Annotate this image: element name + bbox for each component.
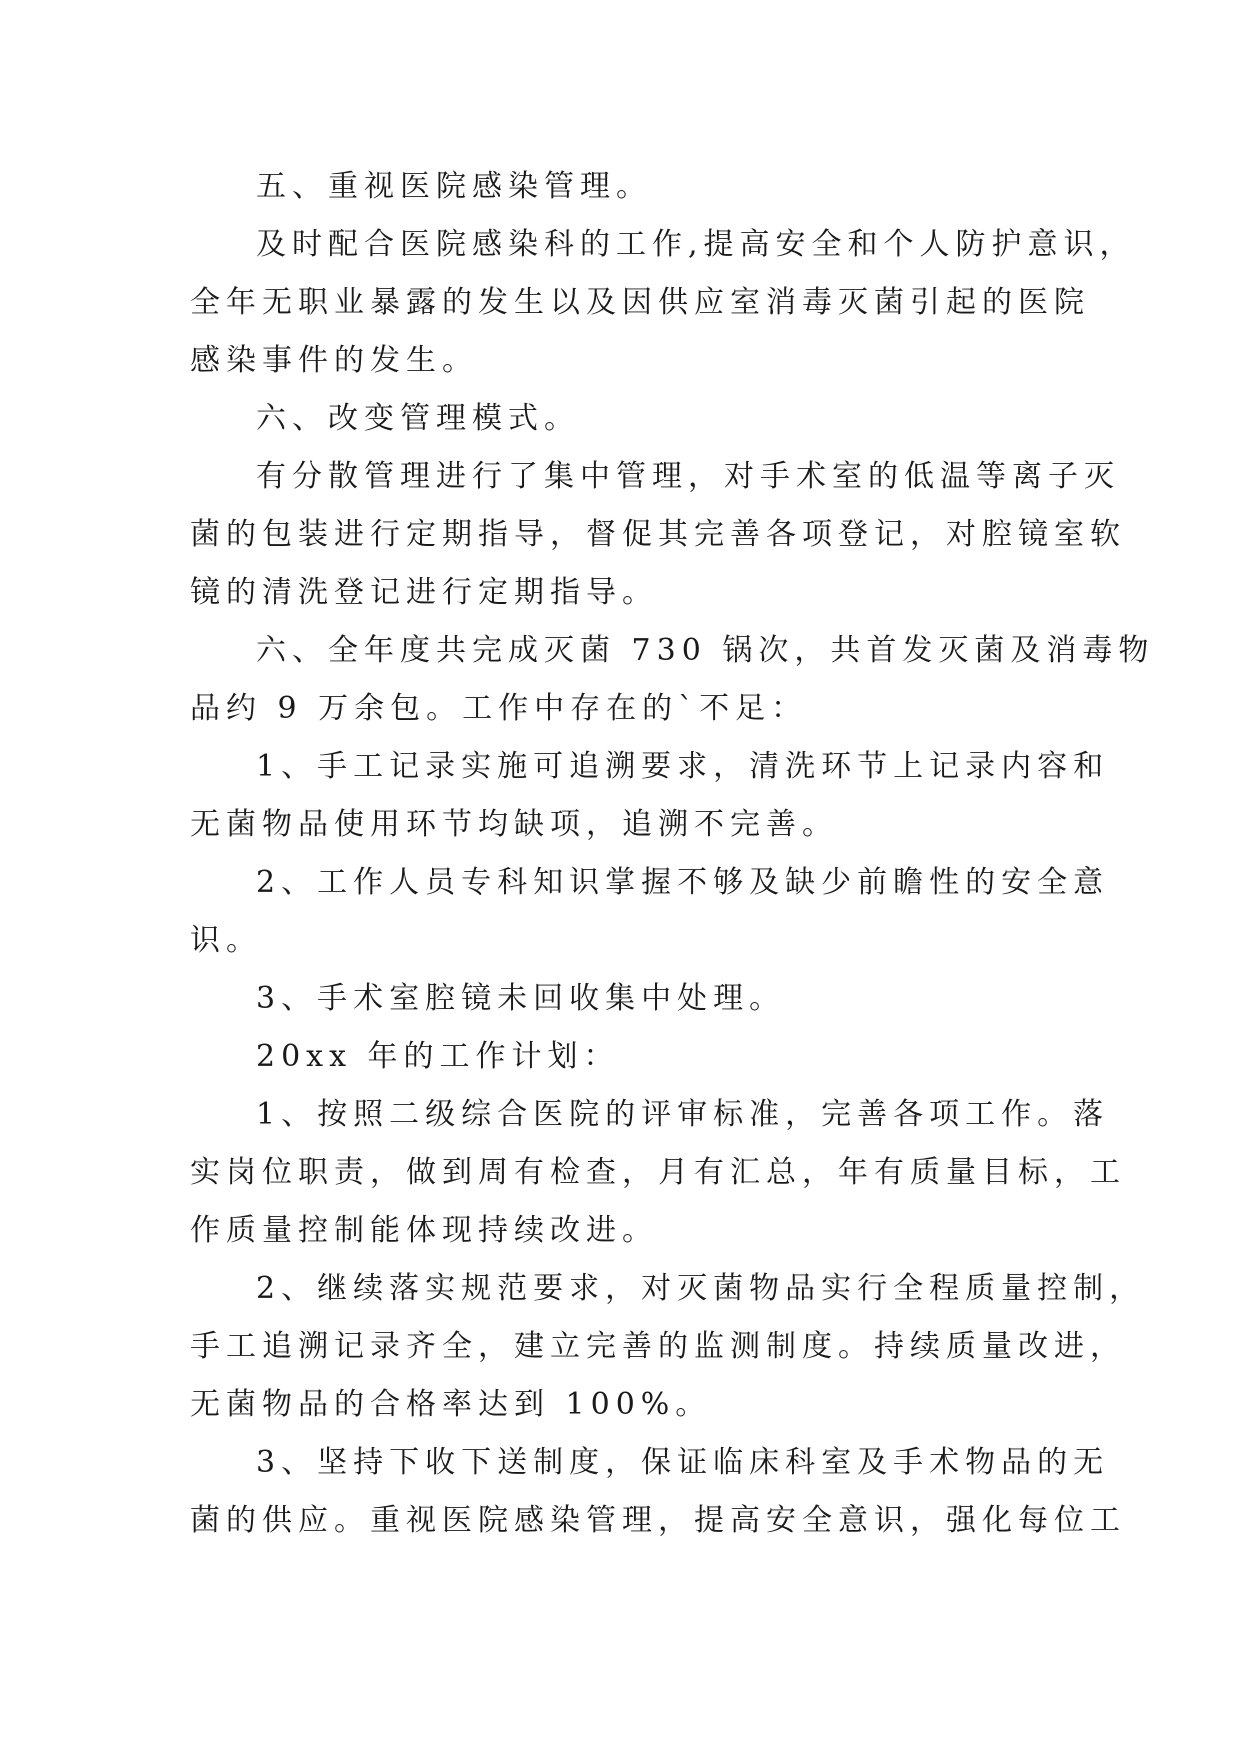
text-line: 无菌物品的合格率达到 100%。 xyxy=(190,1387,712,1422)
text-line: 有分散管理进行了集中管理，对手术室的低温等离子灭 xyxy=(256,459,1120,494)
text-line: 无菌物品使用环节均缺项，追溯不完善。 xyxy=(190,807,838,842)
paragraph-9 xyxy=(190,1028,1090,1086)
text-line: 2、继续落实规范要求，对灭菌物品实行全程质量控制， xyxy=(256,1271,1146,1306)
text-line: 菌的包装进行定期指导，督促其完善各项登记，对腔镜室软 xyxy=(190,517,1126,552)
text-line: 20xx 年的工作计划： xyxy=(256,1039,620,1074)
text-line: 镜的清洗登记进行定期指导。 xyxy=(190,575,658,610)
paragraph-8 xyxy=(190,970,1090,1028)
text-line: 六、全年度共完成灭菌 730 锅次，共首发灭菌及消毒物 xyxy=(256,633,1155,668)
paragraph-4 xyxy=(190,448,1126,622)
text-line: 菌的供应。重视医院感染管理，提高安全意识，强化每位工 xyxy=(190,1503,1126,1538)
text-line: 识。 xyxy=(190,923,262,958)
text-line: 实岗位职责，做到周有检查，月有汇总，年有质量目标，工 xyxy=(190,1155,1126,1190)
paragraph-7 xyxy=(190,854,1110,970)
paragraph-12 xyxy=(190,1434,1126,1550)
text-line: 五、重视医院感染管理。 xyxy=(256,169,652,204)
paragraph-2 xyxy=(190,216,1136,390)
paragraph-5 xyxy=(190,622,1155,738)
text-line: 作质量控制能体现持续改进。 xyxy=(190,1213,658,1248)
text-line: 手工追溯记录齐全，建立完善的监测制度。持续质量改进， xyxy=(190,1329,1126,1364)
text-line: 1、按照二级综合医院的评审标准，完善各项工作。落 xyxy=(256,1097,1110,1132)
text-line: 1、手工记录实施可追溯要求，清洗环节上记录内容和 xyxy=(256,749,1110,784)
paragraph-1 xyxy=(190,158,1090,216)
paragraph-11 xyxy=(190,1260,1146,1434)
text-line: 3、坚持下收下送制度，保证临床科室及手术物品的无 xyxy=(256,1445,1110,1480)
text-line: 及时配合医院感染科的工作,提高安全和个人防护意识， xyxy=(256,227,1136,262)
document-body xyxy=(190,158,1155,1550)
paragraph-6 xyxy=(190,738,1110,854)
paragraph-3 xyxy=(190,390,1090,448)
text-line: 全年无职业暴露的发生以及因供应室消毒灭菌引起的医院 xyxy=(190,285,1090,320)
text-line: 感染事件的发生。 xyxy=(190,343,478,378)
text-line: 3、手术室腔镜未回收集中处理。 xyxy=(256,981,786,1016)
paragraph-10 xyxy=(190,1086,1126,1260)
text-line: 品约 9 万余包。工作中存在的`不足： xyxy=(190,691,808,726)
text-line: 2、工作人员专科知识掌握不够及缺少前瞻性的安全意 xyxy=(256,865,1110,900)
text-line: 六、改变管理模式。 xyxy=(256,401,580,436)
